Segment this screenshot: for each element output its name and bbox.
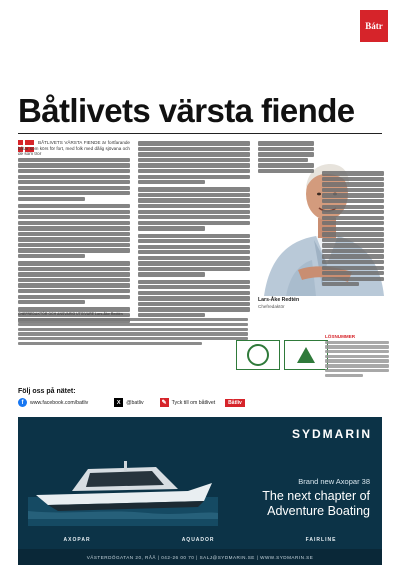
imprint-block [18, 312, 248, 346]
ad-contact-footer: VÄSTERDÖGATAN 20, RÅÅ | 042-26 00 70 | SALJ@SYDMARIN.SE | WWW.SYDMARIN.SE [18, 549, 382, 565]
tips-link[interactable] [160, 398, 216, 407]
article-lead: BÅTLIVETS VÄRSTA FIENDE är fortfarande båtar som körs för fort, med folk med dålig sjövana och de som tror [18, 140, 130, 157]
follow-title: Följ oss på nätet: [18, 388, 76, 395]
byline-name: Lars-Åke Redtén [258, 297, 300, 303]
facebook-link[interactable] [18, 398, 88, 407]
byline-title: Chefredaktör [258, 304, 285, 309]
tips-icon: ✎ [161, 400, 167, 406]
x-label: @batliv [126, 399, 144, 406]
ad-brand-logos [18, 533, 382, 547]
x-link[interactable] [114, 398, 143, 407]
brand-logo-fairline: FAIRLINE [305, 537, 337, 543]
boat-image [28, 431, 218, 526]
sydmarin-advertisement[interactable] [18, 417, 382, 565]
note-heading: LÖSNUMMER [325, 334, 356, 339]
facebook-label: www.facebook.com/batliv [30, 399, 89, 406]
svanen-badge [236, 340, 280, 370]
article-headline: Båtlivets värsta fiende [18, 92, 355, 129]
ad-tagline-2: Adventure Boating [267, 504, 370, 518]
promo-badge[interactable]: Båtliv [225, 399, 245, 407]
subscription-note [325, 334, 389, 378]
article-column-2 [138, 140, 250, 318]
article-column-3 [258, 140, 324, 175]
tips-label: Tyck till om båtlivet [171, 399, 216, 406]
brand-logo-axopar: AXOPAR [63, 537, 91, 543]
fsc-badge [284, 340, 328, 370]
article-column-1 [18, 140, 130, 324]
ad-subtitle: Brand new Axopar 38 [298, 477, 370, 486]
brand-logo-aquador: AQUADOR [181, 537, 215, 543]
social-links [18, 398, 245, 407]
certification-badges [236, 340, 328, 370]
facebook-icon: f [18, 398, 27, 407]
x-icon: X [114, 398, 123, 407]
ad-tagline-1: The next chapter of [262, 489, 370, 503]
headline-rule [18, 133, 382, 134]
article-column-4 [322, 170, 384, 288]
section-tab: Bátr [360, 10, 388, 42]
imprint-first-line: CHEFREDAKTÖR OCH ANSVARIG UTGIVARE Lars-Åke Redtén [18, 312, 123, 316]
sydmarin-logo: SYDMARIN [291, 427, 372, 441]
